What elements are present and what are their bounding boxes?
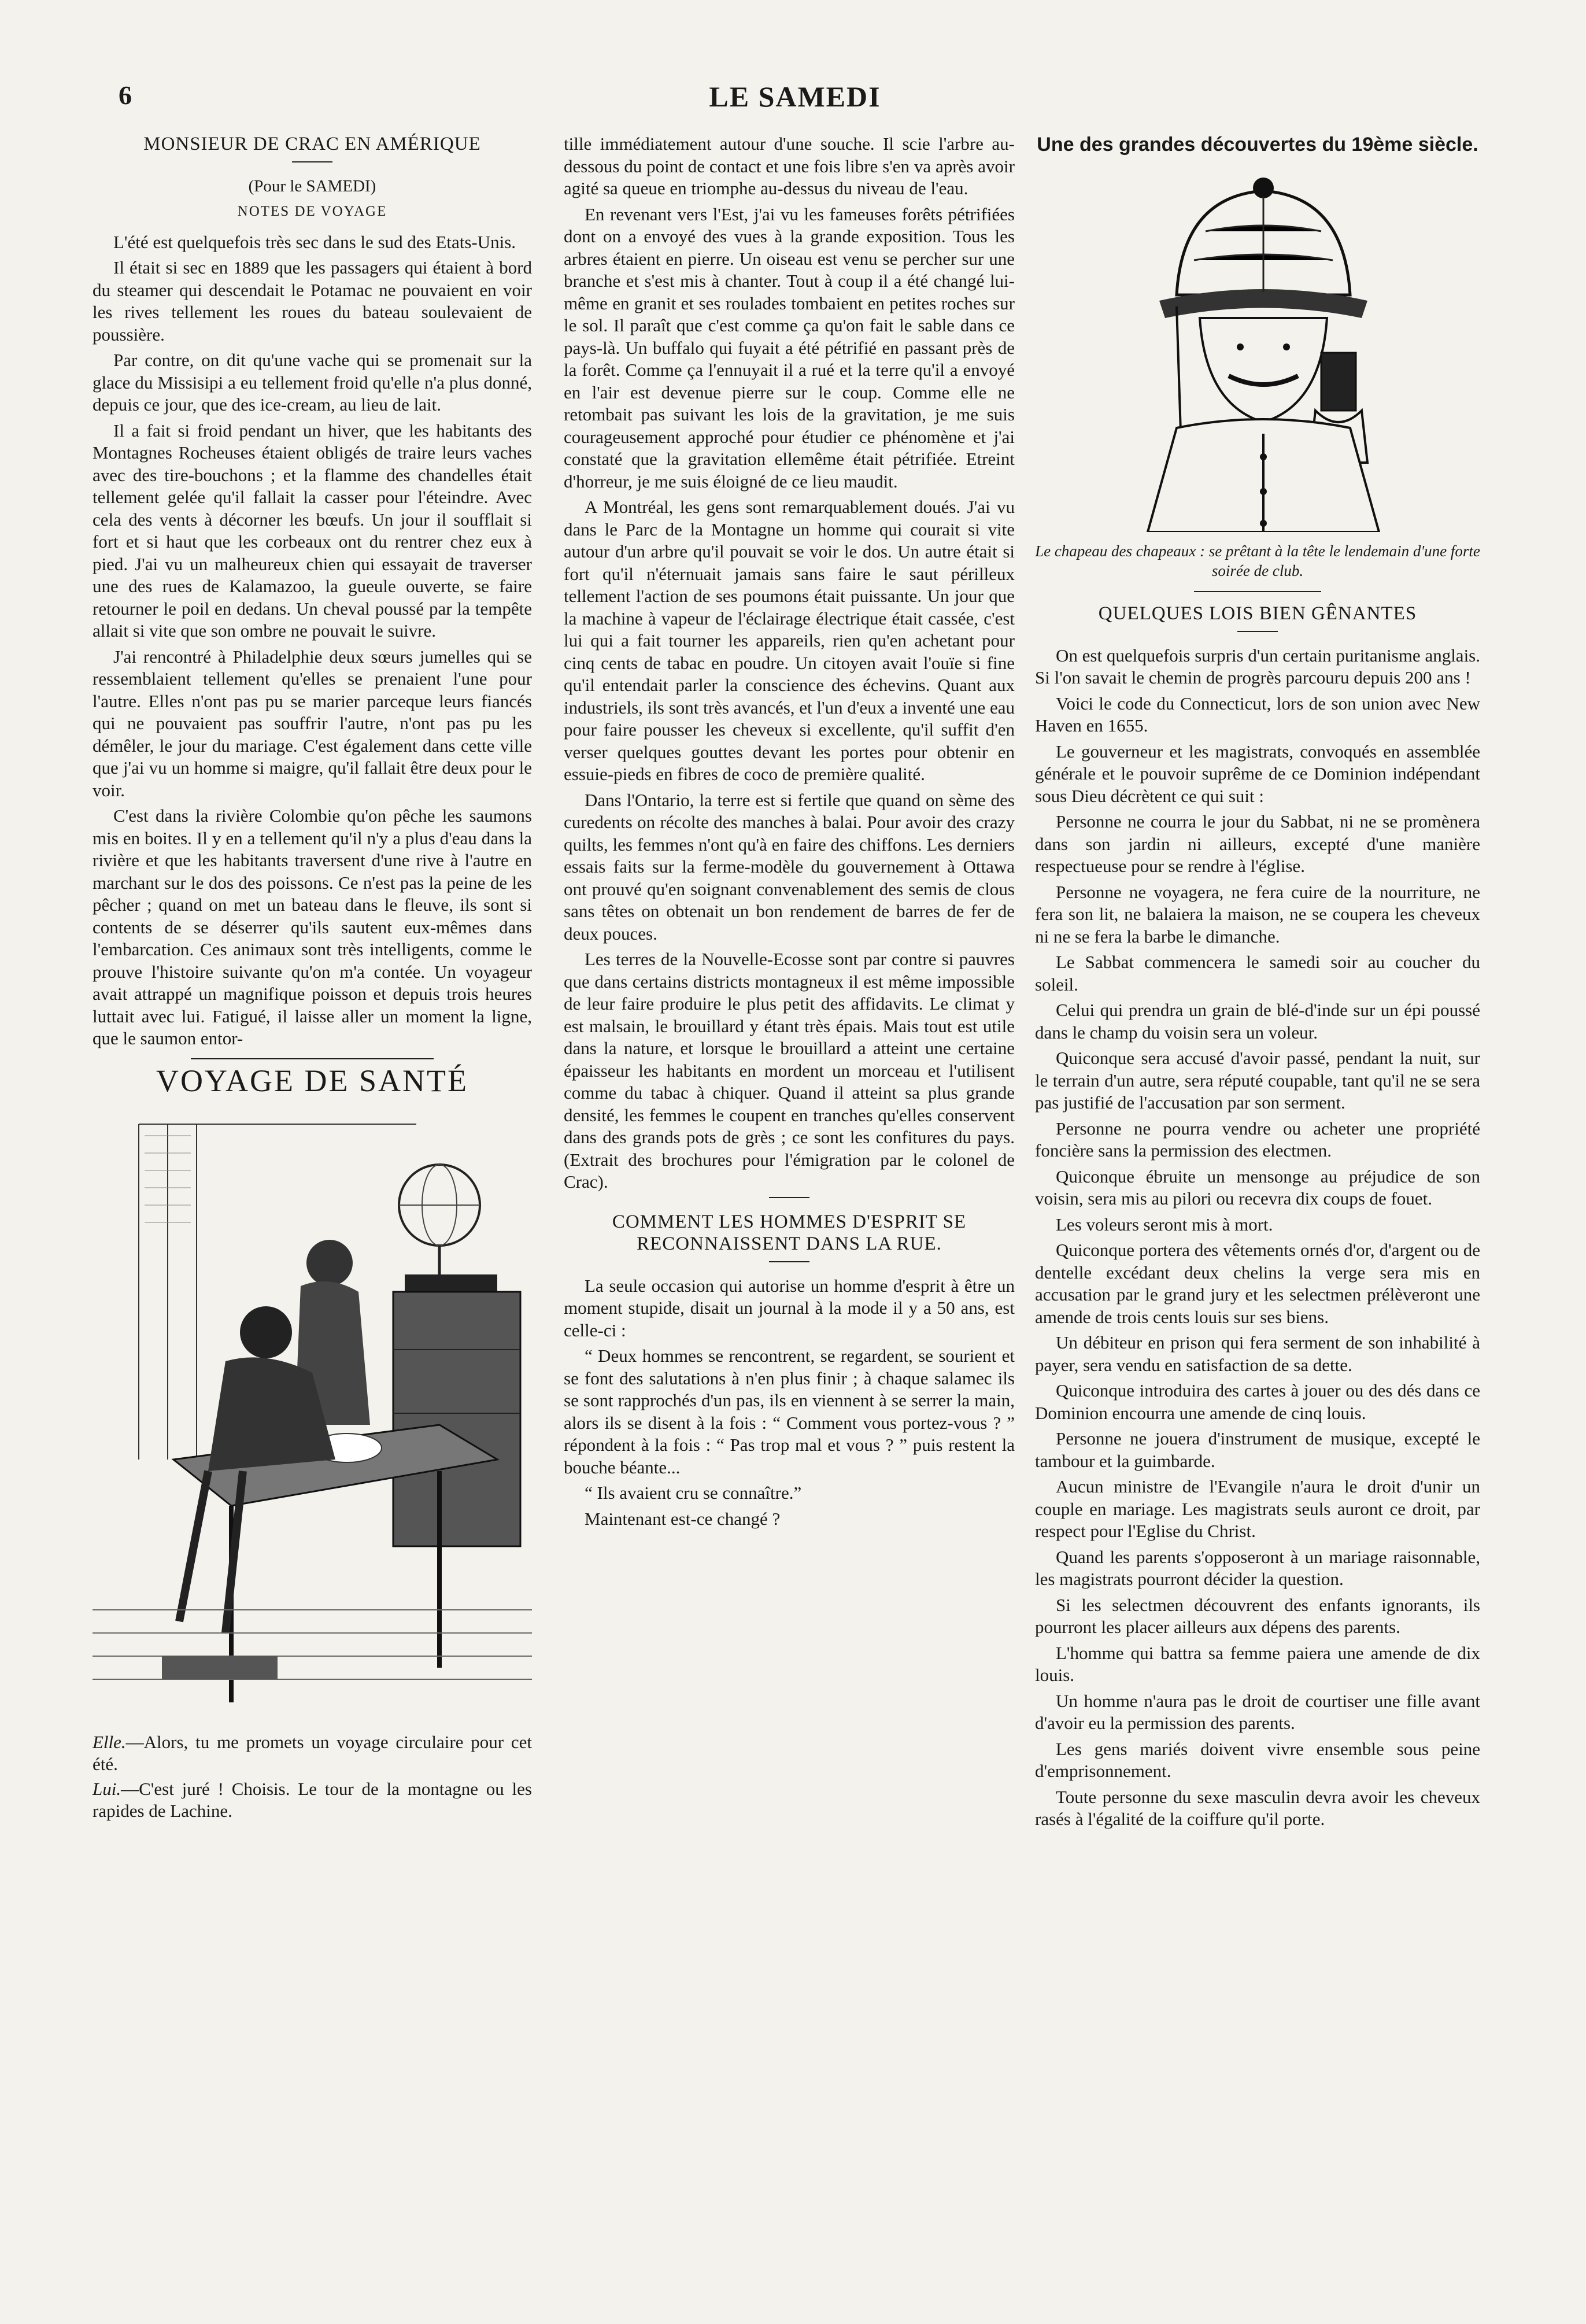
paragraph: Dans l'Ontario, la terre est si fertile que quand on sème des curedents on récolte des manches à balai. Pour avoir des crazy quilts, les femmes n'ont qu'à en faire des chiffons. Les derniers essais faits sur la ferme-modèle du gouvernement à Ottawa ont prouvé qu'en soignant convenablement des semis de clous sans têtes on obtenait un bon rendement de barres de fer de deux pouces. <box>564 789 1015 944</box>
article-subtitle: NOTES DE VOYAGE <box>237 204 387 219</box>
divider <box>292 161 332 162</box>
cartoon-title: VOYAGE DE SANTÉ <box>156 1063 468 1098</box>
paragraph: Le gouverneur et les magistrats, convoqués en assemblée générale et le pouvoir suprême de ce Dominion indépendant sous Dieu décrètent ce qui suit : <box>1035 741 1480 806</box>
paragraph: Quiconque sera accusé d'avoir passé, pendant la nuit, sur le terrain d'un autre, sera réputé coupable, tant qu'il ne se sera pas justifié de l'accusation par son serment. <box>1035 1048 1480 1113</box>
paragraph: Il était si sec en 1889 que les passagers qui étaient à bord du steamer qui descendait le Potamac ne pouvaient en voir les rives tellement les roues du bateau soulevaient de poussière. <box>93 257 532 345</box>
paragraph: “ Deux hommes se rencontrent, se regardent, se sourient et se font des salutations à n'en plus finir ; à chaque salamec ils se sont rapprochés d'un pas, ils en viennent à se serrer la main, alors ils se disent à la fois : “ Comment vous portez-vous ? ” répondent à la fois : “ Pas trop mal et vous ? ” puis restent la bouche béante... <box>564 1346 1015 1477</box>
paragraph: A Montréal, les gens sont remarquablement doués. J'ai vu dans le Parc de la Montagne un homme qui courait si vite autour d'un arbre qu'il pouvait se voir le dos. Un autre était si fort qu'il n'éternuait jamais sans faire le saut périlleux tellement l'action de ses poumons était puissante. Un jour que la machine à vapeur de l'éclairage électrique était cassée, c'est lui qui a fait tourner les appareils, rien qu'en achetant pour cinq cents de tabac en poudre. Un citoyen avait l'ouïe si fine qu'il entendait parler la conscience des échevins. Quant aux industriels, ils sont très avancés, et l'un d'eux a inventé une eau pour faire pousser les cheveux si excellente, qu'il suffit d'en verser quelques gouttes devant les portes pour obtenir en essuie-pieds en fibres de coco de première qualité. <box>564 497 1015 784</box>
masthead <box>87 80 1503 120</box>
page-number: 6 <box>119 80 132 110</box>
dialog-line <box>93 1731 532 1776</box>
paragraph: Personne ne pourra vendre ou acheter une propriété foncière sans la permission des electmen. <box>1035 1118 1480 1161</box>
paragraph: “ Ils avaient cru se connaître.” <box>585 1483 802 1503</box>
paragraph: Toute personne du sexe masculin devra avoir les cheveux rasés à l'égalité de la coiffure qu'il porte. <box>1035 1786 1480 1829</box>
divider <box>769 1197 809 1198</box>
paragraph: Le Sabbat commencera le samedi soir au coucher du soleil. <box>1035 952 1480 995</box>
speaker: Lui. <box>93 1778 121 1799</box>
paragraph: Personne ne jouera d'instrument de musique, excepté le tambour et la guimbarde. <box>1035 1428 1480 1471</box>
article-title: COMMENT LES HOMMES D'ESPRIT SE RECONNAISSENT DANS LA RUE. <box>612 1211 967 1254</box>
paragraph: Quiconque portera des vêtements ornés d'or, d'argent ou de dentelle excédant deux chelins la verge sera mis en accusation par le grand jury et les selectmen prélèveront une amende de trois cents louis sur ses biens. <box>1035 1240 1480 1327</box>
illustration-title: Une des grandes découvertes du 19ème siècle. <box>1037 134 1478 156</box>
article-title: QUELQUES LOIS BIEN GÊNANTES <box>1098 603 1417 624</box>
illustration-caption: Le chapeau des chapeaux : se prêtant à la tête le lendemain d'une forte soirée de club. <box>1035 542 1480 579</box>
paragraph: Les gens mariés doivent vivre ensemble sous peine d'emprisonnement. <box>1035 1738 1480 1781</box>
divider <box>191 1058 434 1059</box>
paragraph: Quand les parents s'opposeront à un mariage raisonnable, les magistrats pourront décider la question. <box>1035 1546 1480 1589</box>
divider <box>1237 631 1278 632</box>
paragraph: Maintenant est-ce changé ? <box>585 1508 781 1529</box>
paragraph: Un homme n'aura pas le droit de courtiser une fille avant d'avoir eu la permission des parents. <box>1035 1690 1480 1733</box>
paragraph: Un débiteur en prison qui fera serment de son inhabilité à payer, sera vendu en satisfaction de sa dette. <box>1035 1332 1480 1375</box>
paragraph: tille immédiatement autour d'une souche. Il scie l'arbre au-dessous du point de contact et une fois libre s'en va après avoir agité sa queue en triomphe au-dessus du niveau de l'eau. <box>564 134 1015 198</box>
divider <box>1194 591 1321 592</box>
paragraph: Les voleurs seront mis à mort. <box>1056 1214 1273 1235</box>
paragraph: Il a fait si froid pendant un hiver, que les habitants des Montagnes Rocheuses étaient obligés de traire leurs vaches avec des tire-bouchons ; et la flamme des chandelles était tellement gelée qu'il fallait la casser pour l'éteindre. Avec cela des vents à décorner les bœufs. Un jour il soufflait si fort et si haut que les corbeaux ont du rentrer chez eux à pied. J'ai vu un malheureux chien qui essayait de traverser une des rues de Kalamazoo, la gueule ouverte, se faire retourner le poil en dedans. Un cheval poussé par la tempête allait si vite que son ombre ne pouvait le suivre. <box>93 420 532 641</box>
paragraph: J'ai rencontré à Philadelphie deux sœurs jumelles qui se ressemblaient tellement qu'elles se prenaient l'une pour l'autre. Elles n'ont pas pu se marier parceque leurs fiancés qui ne pouvaient pas souffrir l'autre, n'ont pas pu les démêler, le jour du mariage. C'est également dans cette ville que j'ai vu un homme si maigre, qu'il fallait être deux pour le voir. <box>93 646 532 800</box>
paragraph: On est quelquefois surpris d'un certain puritanisme anglais. Si l'on savait le chemin de progrès parcouru depuis 200 ans ! <box>1035 645 1480 688</box>
hat-man-illustration <box>1090 162 1425 532</box>
cartoon-illustration <box>93 1101 532 1720</box>
divider <box>769 1261 809 1262</box>
paragraph: Les terres de la Nouvelle-Ecosse sont par contre si pauvres que dans certains districts montagneux il est même impossible de leur faire produire le plus petit des affidavits. Le climat y est malsain, le brouillard y étant très épais. Mais tout est utile dans la nature, et lorsque le brouillard a atteint une certaine épaisseur les habitants en mordent un morceau et l'utilisent comme du tabac à chiquer. Quand il atteint sa plus grande densité, les femmes le coupent en tranches qu'elles conservent dans des grands pots de grès ; ce sont les confitures du pays. (Extrait des brochures pour l'émigration par le colonel de Crac). <box>564 949 1015 1192</box>
paragraph: La seule occasion qui autorise un homme d'esprit à être un moment stupide, disait un journal à la mode il y a 50 ans, est celle-ci : <box>564 1275 1015 1340</box>
paragraph: Celui qui prendra un grain de blé-d'inde sur un épi poussé dans le champ du voisin sera un voleur. <box>1035 1000 1480 1043</box>
paragraph: En revenant vers l'Est, j'ai vu les fameuses forêts pétrifiées dont on a envoyé des vues à la grande exposition. Tous les arbres étaient en pierre. Un oiseau est venu se percher sur une branche et s'est mis à chanter. Tout à coup il a été changé lui-même en granit et ses roulades tombaient en petites roches sur le sol. Il paraît que c'est comme ça qu'on fait le sable dans ce pays-là. Un buffalo qui fuyait a été pétrifié en passant près de la forêt. Comme ça l'ennuyait il a rué et la terre qu'il a envoyé en l'air est devenue pierre sur le coup. Comme elle ne retombait pas suivant les lois de la gravitation, je me suis courageusement approché pour étudier ce phénomène et j'ai constaté que la gravitation ellemême était pétrifiée. Etreint d'horreur, je me suis éloigné de ce lieu maudit. <box>564 204 1015 492</box>
article-title: MONSIEUR DE CRAC EN AMÉRIQUE <box>143 134 481 154</box>
paragraph: Voici le code du Connecticut, lors de son union avec New Haven en 1655. <box>1035 693 1480 736</box>
column-2 <box>564 133 1015 1534</box>
paragraph: L'homme qui battra sa femme paiera une amende de dix louis. <box>1035 1642 1480 1685</box>
column-1 <box>93 133 532 1825</box>
paper-name: LE SAMEDI <box>709 80 881 113</box>
paragraph: Si les selectmen découvrent des enfants ignorants, ils pourront les placer ailleurs aux dépens des parents. <box>1035 1594 1480 1637</box>
dialog-text: —Alors, tu me promets un voyage circulaire pour cet été. <box>93 1731 532 1774</box>
paragraph: Personne ne courra le jour du Sabbat, ni ne se promènera dans son jardin ni ailleurs, excepté d'une manière respectueuse pour se rendre à l'église. <box>1035 811 1480 876</box>
dialog-text: —C'est juré ! Choisis. Le tour de la montagne ou les rapides de Lachine. <box>93 1778 532 1821</box>
paragraph: Aucun ministre de l'Evangile n'aura le droit d'unir un couple en mariage. Les magistrats seuls auront ce droit, par respect pour l'Eglise du Christ. <box>1035 1476 1480 1541</box>
speaker: Elle. <box>93 1731 126 1752</box>
paragraph: C'est dans la rivière Colombie qu'on pêche les saumons mis en boites. Il y en a tellement qu'il n'y a plus d'eau dans la rivière et que les habitants traversent d'une rive à l'autre en marchant sur le dos des poissons. Ce n'est pas la peine de les pêcher ; quand on met un bateau dans le fleuve, ils sont si contents de se déserrer qu'ils sautent eux-mêmes dans l'embarcation. Ces animaux sont très intelligents, comme le prouve l'histoire suivante qu'on m'a contée. Un voyageur avait attrappé un magnifique poisson et depuis trois heures luttait avec lui. Fatigué, il laisse aller un moment la ligne, que le saumon entor- <box>93 806 532 1048</box>
paragraph: Quiconque ébruite un mensonge au préjudice de son voisin, sera mis au pilori ou recevra dix coups de fouet. <box>1035 1166 1480 1209</box>
paragraph: Quiconque introduira des cartes à jouer ou des dés dans ce Dominion encourra une amende de cinq louis. <box>1035 1380 1480 1423</box>
column-3 <box>1035 133 1480 1834</box>
cartoon-dialog <box>93 1731 532 1823</box>
byline: (Pour le SAMEDI) <box>248 176 376 195</box>
paragraph: Personne ne voyagera, ne fera cuire de la nourriture, ne fera son lit, ne balaiera la maison, ne se coupera les cheveux ni ne se fera la barbe le dimanche. <box>1035 881 1480 947</box>
paragraph: L'été est quelquefois très sec dans le sud des Etats-Unis. <box>113 231 516 252</box>
paragraph: Par contre, on dit qu'une vache qui se promenait sur la glace du Missisipi a eu tellement froid qu'elle n'a plus donné, depuis ce jour, que des ice-cream, au lieu de lait. <box>93 350 532 415</box>
dialog-line <box>93 1778 532 1823</box>
